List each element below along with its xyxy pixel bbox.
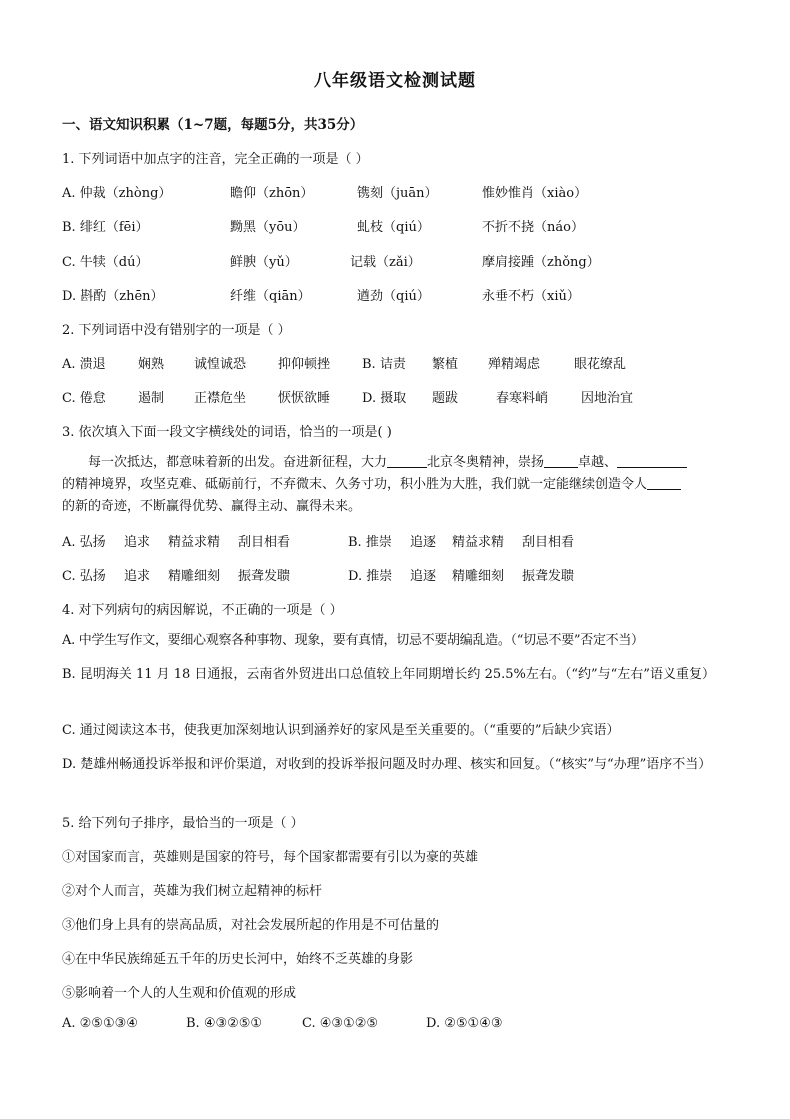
q1-a-2: 瞻仰（zhōn） — [230, 186, 314, 201]
q1-b-3: 虬枝（qiú） — [357, 220, 430, 235]
q3-passage-part-1: 每一次抵达，都意味着新的出发。奋进新征程，大力 — [88, 455, 388, 470]
q1-c-4: 摩肩接踵（zhǒng） — [482, 255, 600, 270]
q2-a-1: A. 溃退 — [62, 357, 106, 372]
q5-option-d: D. ②⑤①④③ — [426, 1016, 503, 1031]
q1-c-3: 记载（zǎi） — [350, 255, 421, 270]
q2-b-3: 殚精竭虑 — [488, 357, 541, 372]
q2-c-3: 正襟危坐 — [194, 391, 247, 406]
q1-d-3: 遒劲（qiú） — [357, 289, 430, 304]
q2-a-4: 抑仰顿挫 — [278, 357, 331, 372]
q2-row-ab — [62, 353, 728, 371]
q2-c-2: 遏制 — [138, 391, 165, 406]
q2-d-4: 因地治宜 — [581, 391, 634, 406]
q5-sentence-2: ②对个人而言，英雄为我们树立起精神的标杆 — [62, 884, 323, 899]
question-1-stem: 1. 下列词语中加点字的注音，完全正确的一项是（ ） — [62, 152, 369, 167]
q4-option-d: D. 楚雄州畅通投诉举报和评价渠道，对收到的投诉举报问题及时办理、核实和回复。（“核实”与“办理”语序不当） — [62, 757, 712, 772]
q1-c-1: C. 牛犊（dú） — [62, 255, 149, 270]
q3-blank-2 — [544, 453, 578, 468]
q2-c-4: 恹恹欲睡 — [278, 391, 331, 406]
q4-option-a: A. 中学生写作文，要细心观察各种事物、现象，要有真情，切忌不要胡编乱造。（“切忌不要”否定不当） — [62, 633, 644, 648]
q1-row-c — [62, 251, 728, 269]
q2-d-1: D. 摄取 — [362, 391, 407, 406]
q5-sentence-5: ⑤影响着一个人的人生观和价值观的形成 — [62, 986, 297, 1001]
q3-b-4: 刮目相看 — [522, 535, 575, 550]
q3-row-ab — [62, 531, 728, 549]
q1-row-b — [62, 216, 728, 234]
q2-b-4: 眼花缭乱 — [574, 357, 627, 372]
q1-b-4: 不折不挠（náo） — [482, 220, 584, 235]
q1-b-2: 黝黑（yōu） — [230, 220, 306, 235]
question-3-stem: 3. 依次填入下面一段文字横线处的词语，恰当的一项是( ) — [62, 425, 392, 440]
q3-blank-3 — [617, 453, 687, 468]
q3-blank-4 — [647, 475, 681, 490]
section-heading: 一、语文知识积累（1~7题，每题5分，共35分） — [62, 117, 364, 133]
q2-d-3: 春寒料峭 — [496, 391, 549, 406]
q1-row-d — [62, 285, 728, 303]
q1-row-a — [62, 182, 728, 200]
q3-b-2: 追逐 — [410, 535, 437, 550]
q3-a-2: 追求 — [124, 535, 151, 550]
q1-b-1: B. 绯红（fēi） — [62, 220, 149, 235]
q1-a-3: 镌刻（juān） — [357, 186, 438, 201]
question-4-stem: 4. 对下列病句的病因解说，不正确的一项是（ ） — [62, 603, 343, 618]
q1-d-2: 纤维（qiān） — [230, 289, 311, 304]
q1-c-2: 鲜腴（yǔ） — [230, 255, 298, 270]
q5-option-b: B. ④③②⑤① — [186, 1016, 263, 1031]
q3-b-3: 精益求精 — [452, 535, 505, 550]
q3-passage-part-2: 北京冬奥精神，崇扬 — [427, 455, 545, 470]
q1-a-1: A. 仲裁（zhòng） — [62, 186, 172, 201]
q3-passage — [62, 452, 728, 518]
q2-row-cd — [62, 387, 728, 405]
q2-a-2: 娴熟 — [138, 357, 165, 372]
q2-b-2: 繁植 — [432, 357, 459, 372]
q2-d-2: 题跋 — [432, 391, 459, 406]
q3-a-3: 精益求精 — [168, 535, 221, 550]
q5-sentence-3: ③他们身上具有的崇高品质，对社会发展所起的作用是不可估量的 — [62, 918, 440, 933]
q3-d-4: 振聋发聩 — [522, 569, 575, 584]
q3-passage-line-1 — [62, 452, 728, 474]
q2-c-1: C. 倦怠 — [62, 391, 106, 406]
q5-sentence-1: ①对国家而言，英雄则是国家的符号，每个国家都需要有引以为豪的英雄 — [62, 850, 479, 865]
q3-c-2: 追求 — [124, 569, 151, 584]
q1-a-4: 惟妙惟肖（xiào） — [482, 186, 588, 201]
q5-option-a: A. ②⑤①③④ — [62, 1016, 138, 1031]
q3-c-4: 振聋发聩 — [238, 569, 291, 584]
q3-passage-line-3: 的新的奇迹，不断赢得优势、赢得主动、赢得未来。 — [62, 499, 362, 514]
q3-a-4: 刮目相看 — [238, 535, 291, 550]
q4-option-b: B. 昆明海关 11 月 18 日通报，云南省外贸进出口总值较上年同期增长约 25.5%左右。（“约”与“左右”语义重复） — [62, 667, 715, 682]
q1-d-1: D. 斟酌（zhēn） — [62, 289, 164, 304]
page-title: 八年级语文检测试题 — [314, 71, 476, 91]
question-2-stem: 2. 下列词语中没有错别字的一项是（ ） — [62, 323, 291, 338]
q3-passage-line-2-text: 的精神境界，攻坚克难、砥砺前行，不弃微末、久务寸功，积小胜为大胜，我们就一定能继续创造令人 — [62, 477, 648, 492]
q2-b-1: B. 诘责 — [362, 357, 406, 372]
q2-a-3: 诚惶诚恐 — [194, 357, 247, 372]
q1-d-4: 永垂不朽（xiǔ） — [482, 289, 580, 304]
q3-d-1: D. 推崇 — [348, 569, 393, 584]
q3-d-2: 追逐 — [410, 569, 437, 584]
q3-a-1: A. 弘扬 — [62, 535, 106, 550]
q3-row-cd — [62, 565, 728, 583]
q3-b-1: B. 推崇 — [348, 535, 392, 550]
q3-passage-part-3: 卓越、 — [578, 455, 618, 470]
q5-sentence-4: ④在中华民族绵延五千年的历史长河中，始终不乏英雄的身影 — [62, 952, 414, 967]
question-5-stem: 5. 给下列句子排序，最恰当的一项是（ ） — [62, 816, 304, 831]
q3-c-3: 精雕细刻 — [168, 569, 221, 584]
q3-passage-line-2 — [62, 474, 728, 496]
q3-c-1: C. 弘扬 — [62, 569, 106, 584]
q3-blank-1 — [387, 453, 427, 468]
q3-d-3: 精雕细刻 — [452, 569, 505, 584]
q5-options-row — [62, 1016, 728, 1034]
q5-option-c: C. ④③①②⑤ — [302, 1016, 379, 1031]
q4-option-c: C. 通过阅读这本书，使我更加深刻地认识到涵养好的家风是至关重要的。（“重要的”后缺少宾语） — [62, 723, 620, 738]
